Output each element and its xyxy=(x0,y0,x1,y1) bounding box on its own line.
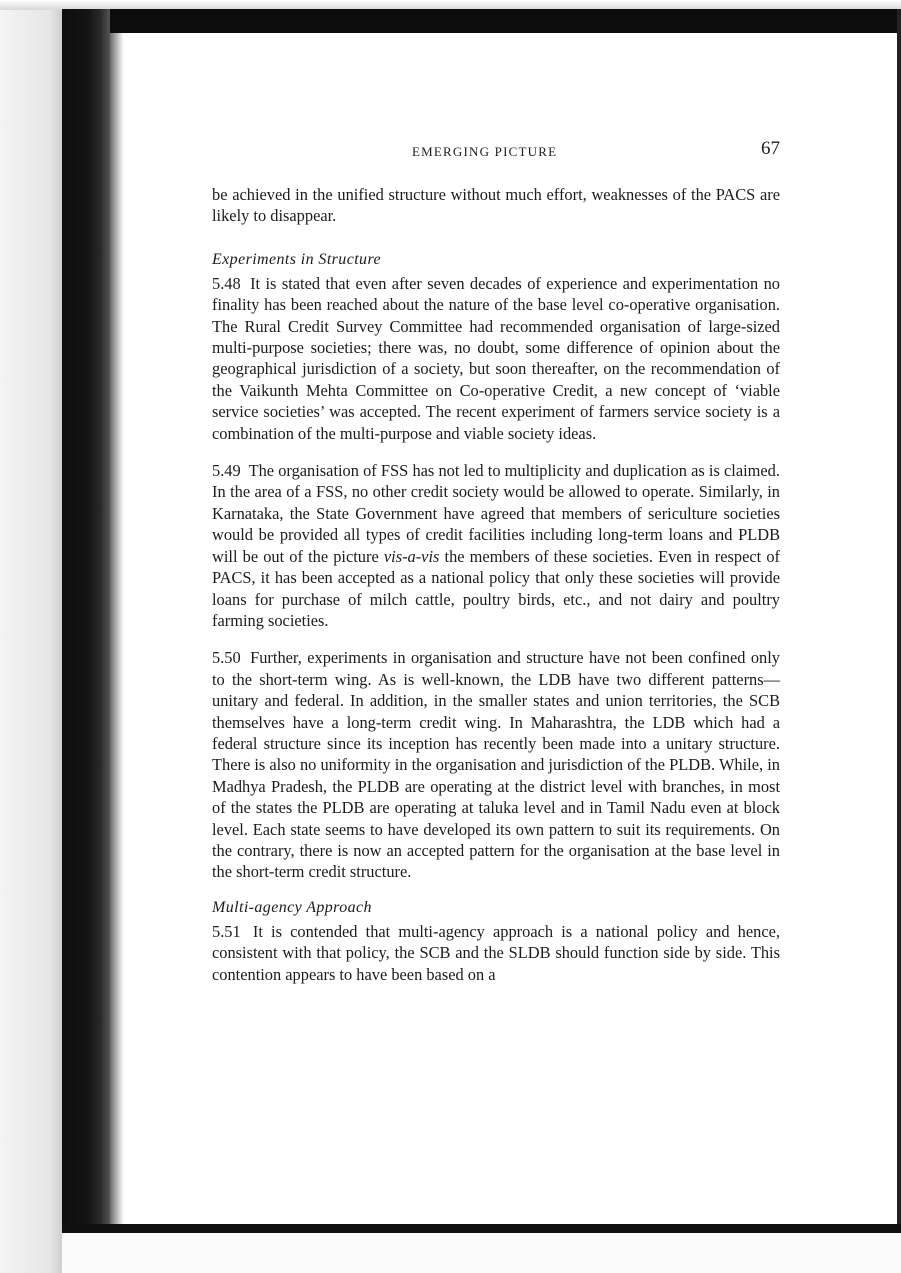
paragraph-text: The organisation of FSS has not led to multiplicity and duplication as is claimed. In the area of a FSS, no other credit society would be allowed to operate. Similarly, in Karnataka, the State Government have agreed that members of sericulture societies would be provided all types of credit facilities including long-term loans and PLDB will be out of the picture xyxy=(212,461,780,566)
paragraph-number: 5.48 xyxy=(212,273,241,293)
facing-page-edge xyxy=(0,0,62,1273)
paragraph-text-continued: the members of these societies. Even in respect of PACS, it has been accepted as a national policy that only these societies will provide loans for purchase of milch cattle, poultry birds, etc., and not dairy and poultry farming societies. xyxy=(212,546,780,630)
book-page-text xyxy=(212,138,780,1001)
gutter-gradient xyxy=(110,33,124,1231)
section-heading-multi-agency: Multi-agency Approach xyxy=(212,898,372,916)
paragraph-text: It is stated that even after seven decades of experience and experimentation no finality has been reached about the nature of the base level co-operative organisation. The Rural Credit Survey Committee had recommended organisation of large-sized multi-purpose societies; there was, no doubt, some difference of opinion about the geographical jurisdiction of a society, but soon thereafter, on the recommendation of the Vaikunth Mehta Committee on Co-operative Credit, a new concept of ‘viable service societies’ was accepted. The recent experiment of farmers service society is a combination of the multi-purpose and viable society ideas. xyxy=(212,273,780,443)
running-head xyxy=(212,138,780,168)
italic-phrase: vis-a-vis xyxy=(383,546,440,566)
section-heading-experiments: Experiments in Structure xyxy=(212,250,381,268)
scan-bottom-border xyxy=(62,1224,901,1233)
paragraph-number: 5.51 xyxy=(212,921,241,941)
paragraph-5-49 xyxy=(212,460,780,631)
paragraph-number: 5.50 xyxy=(212,648,241,668)
paragraph-text: It is contended that multi-agency approach is a national policy and hence, consistent with that policy, the SCB and the SLDB should function side by side. This contention appears to have been based on a xyxy=(212,921,780,984)
scan-top-border xyxy=(62,9,901,33)
paragraph-number: 5.49 xyxy=(212,461,241,481)
paragraph-5-48 xyxy=(212,273,780,444)
book-gutter-shadow xyxy=(62,9,110,1231)
paragraph-text: Further, experiments in organisation and structure have not been confined only to the short-term wing. As is well-known, the LDB have two different patterns—unitary and federal. In addition, in the smaller states and union territories, the SCB themselves have a long-term credit wing. In Maharashtra, the LDB which had a federal structure since its inception has recently been made into a unitary structure. There is also no uniformity in the organisation and jurisdiction of the PLDB. While, in Madhya Pradesh, the PLDB are operating at the district level with branches, in most of the states the PLDB are operating at taluka level and in Tamil Nadu even at block level. Each state seems to have developed its own pattern to suit its requirements. On the contrary, there is now an accepted pattern for the organisation at the base level in the short-term credit structure. xyxy=(212,648,780,882)
running-title: EMERGING PICTURE xyxy=(412,144,558,159)
continued-paragraph: be achieved in the unified structure without much effort, weaknesses of the PACS are likely to disappear. xyxy=(212,185,780,226)
scan-right-border xyxy=(897,9,901,1233)
paragraph-5-50 xyxy=(212,647,780,882)
paragraph-5-51 xyxy=(212,921,780,985)
scan-bottom-margin xyxy=(62,1233,901,1273)
page-number: 67 xyxy=(761,138,780,159)
